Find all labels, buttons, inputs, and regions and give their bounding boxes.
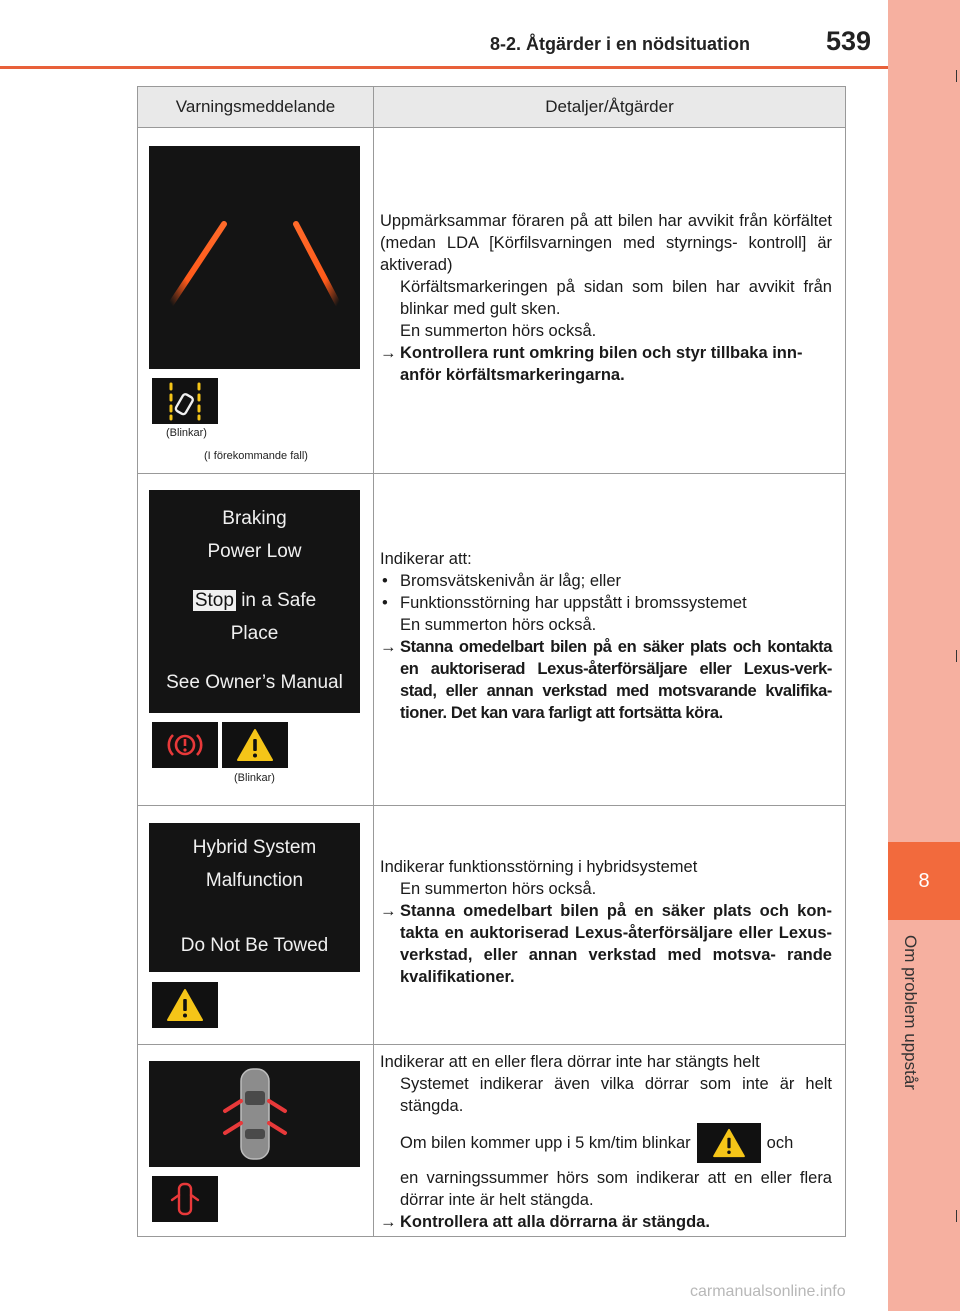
table-row (138, 474, 846, 806)
brake-warning-icon (152, 722, 218, 768)
display-text: Braking (222, 508, 287, 529)
detail-text: En summerton hörs också. (400, 616, 597, 634)
display-text: Hybrid System (192, 837, 317, 858)
brake-display (149, 490, 360, 713)
warning-cell (138, 474, 374, 806)
description: Indikerar funktionsstörning i hybridsystemet (380, 858, 698, 876)
action-text (380, 342, 832, 386)
warning-table (137, 86, 846, 1237)
detail-text: och (766, 1134, 794, 1152)
display-text: See Owner’s Manual (166, 672, 343, 693)
column-header: Detaljer/Åtgärder (374, 87, 846, 128)
bullet-symbol: • (382, 572, 388, 590)
crop-mark (956, 650, 957, 662)
hybrid-display (149, 823, 360, 972)
footnote: (I förekommande fall) (204, 450, 308, 462)
action-text (380, 900, 832, 988)
display-text: Power Low (207, 541, 302, 562)
column-header: Varningsmeddelande (138, 87, 374, 128)
table-row (138, 128, 846, 474)
description: Uppmärksammar föraren på att bilen har avvikit från körfältet (medan LDA [Körfilsvarningen med styrnings- kontroll] är aktiverad) (380, 212, 832, 274)
details-cell (374, 474, 846, 806)
left-lane-line (171, 224, 224, 304)
master-warning-icon (152, 982, 218, 1028)
table-header-row (138, 87, 846, 128)
warning-cell (138, 806, 374, 1045)
details-cell (374, 1045, 846, 1237)
arrow-icon: → (380, 344, 397, 362)
section-title: 8-2. Åtgärder i en nödsituation (490, 34, 751, 54)
bullet-text: Funktionsstörning har uppstått i bromssystemet (400, 594, 747, 612)
description: Indikerar att: (380, 550, 472, 568)
door-open-icon (152, 1176, 218, 1222)
table-row (138, 806, 846, 1045)
display-text: Place (230, 623, 279, 644)
warning-cell (138, 1045, 374, 1237)
detail-text: Om bilen kommer upp i 5 km/tim blinkar (400, 1134, 691, 1152)
display-text: in a Safe (241, 590, 317, 611)
details-cell (374, 128, 846, 474)
lane-departure-icon (152, 378, 218, 424)
action-label: Kontrollera runt omkring bilen och styr tillbaka inn- anför körfältsmarkeringarna. (400, 344, 803, 384)
header-rule (0, 66, 888, 69)
detail-text: En summerton hörs också. (400, 322, 597, 340)
details-cell (374, 806, 846, 1045)
chapter-title: Om problem uppstår (901, 935, 920, 1090)
stop-highlight: Stop (194, 590, 234, 611)
action-label: Stanna omedelbart bilen på en säker plats och kontakta en auktoriserad Lexus-återförsäljare eller Lexus-verk- stad, eller annan verkstad med motsvarande kvalifika- tioner. Det kan vara farligt att fortsätta köra. (400, 638, 832, 722)
lane-lines-graphic (149, 146, 360, 369)
description: Indikerar att en eller flera dörrar inte har stängts helt (380, 1053, 760, 1071)
bullet-symbol: • (382, 594, 388, 612)
crop-mark (956, 1210, 957, 1222)
display-text-stop-line (149, 590, 360, 612)
detail-text: en varningssummer hörs som indikerar att en eller flera dörrar inte är helt stängda. (400, 1169, 832, 1209)
arrow-icon: → (380, 902, 397, 920)
car-doors-graphic (149, 1061, 360, 1167)
warning-cell (138, 128, 374, 474)
display-text: Malfunction (205, 870, 304, 891)
master-warning-icon (222, 722, 288, 768)
arrow-icon: → (380, 1213, 397, 1231)
arrow-icon: → (380, 638, 397, 656)
page-number: 539 (826, 26, 872, 56)
detail-text-with-icon (380, 1123, 832, 1163)
action-label: Stanna omedelbart bilen på en säker plats och kon- takta en auktoriserad Lexus-återförsäljare eller Lexus-verkstad, eller annan verkstad med motsva- rande kvalifikationer. (400, 902, 832, 986)
watermark: carmanualsonline.info (690, 1283, 846, 1300)
detail-text: Körfältsmarkeringen på sidan som bilen har avvikit från blinkar med gult sken. (400, 278, 832, 318)
action-text (380, 636, 832, 724)
bullet-item (380, 592, 832, 614)
display-text: Do Not Be Towed (180, 935, 329, 956)
detail-text: En summerton hörs också. (400, 880, 597, 898)
right-lane-line (296, 224, 338, 304)
lane-display (149, 146, 360, 369)
table-row (138, 1045, 846, 1237)
master-warning-icon (697, 1123, 761, 1163)
door-display (149, 1061, 360, 1167)
icon-caption: (Blinkar) (166, 427, 207, 439)
bullet-item (380, 570, 832, 592)
bullet-text: Bromsvätskenivån är låg; eller (400, 572, 622, 590)
detail-text: Systemet indikerar även vilka dörrar som inte är helt stängda. (400, 1075, 832, 1115)
chapter-number-tab: 8 (888, 842, 960, 920)
action-text (380, 1211, 832, 1233)
icon-caption: (Blinkar) (234, 772, 275, 784)
action-label: Kontrollera att alla dörrarna är stängda. (400, 1213, 710, 1231)
crop-mark (956, 70, 957, 82)
